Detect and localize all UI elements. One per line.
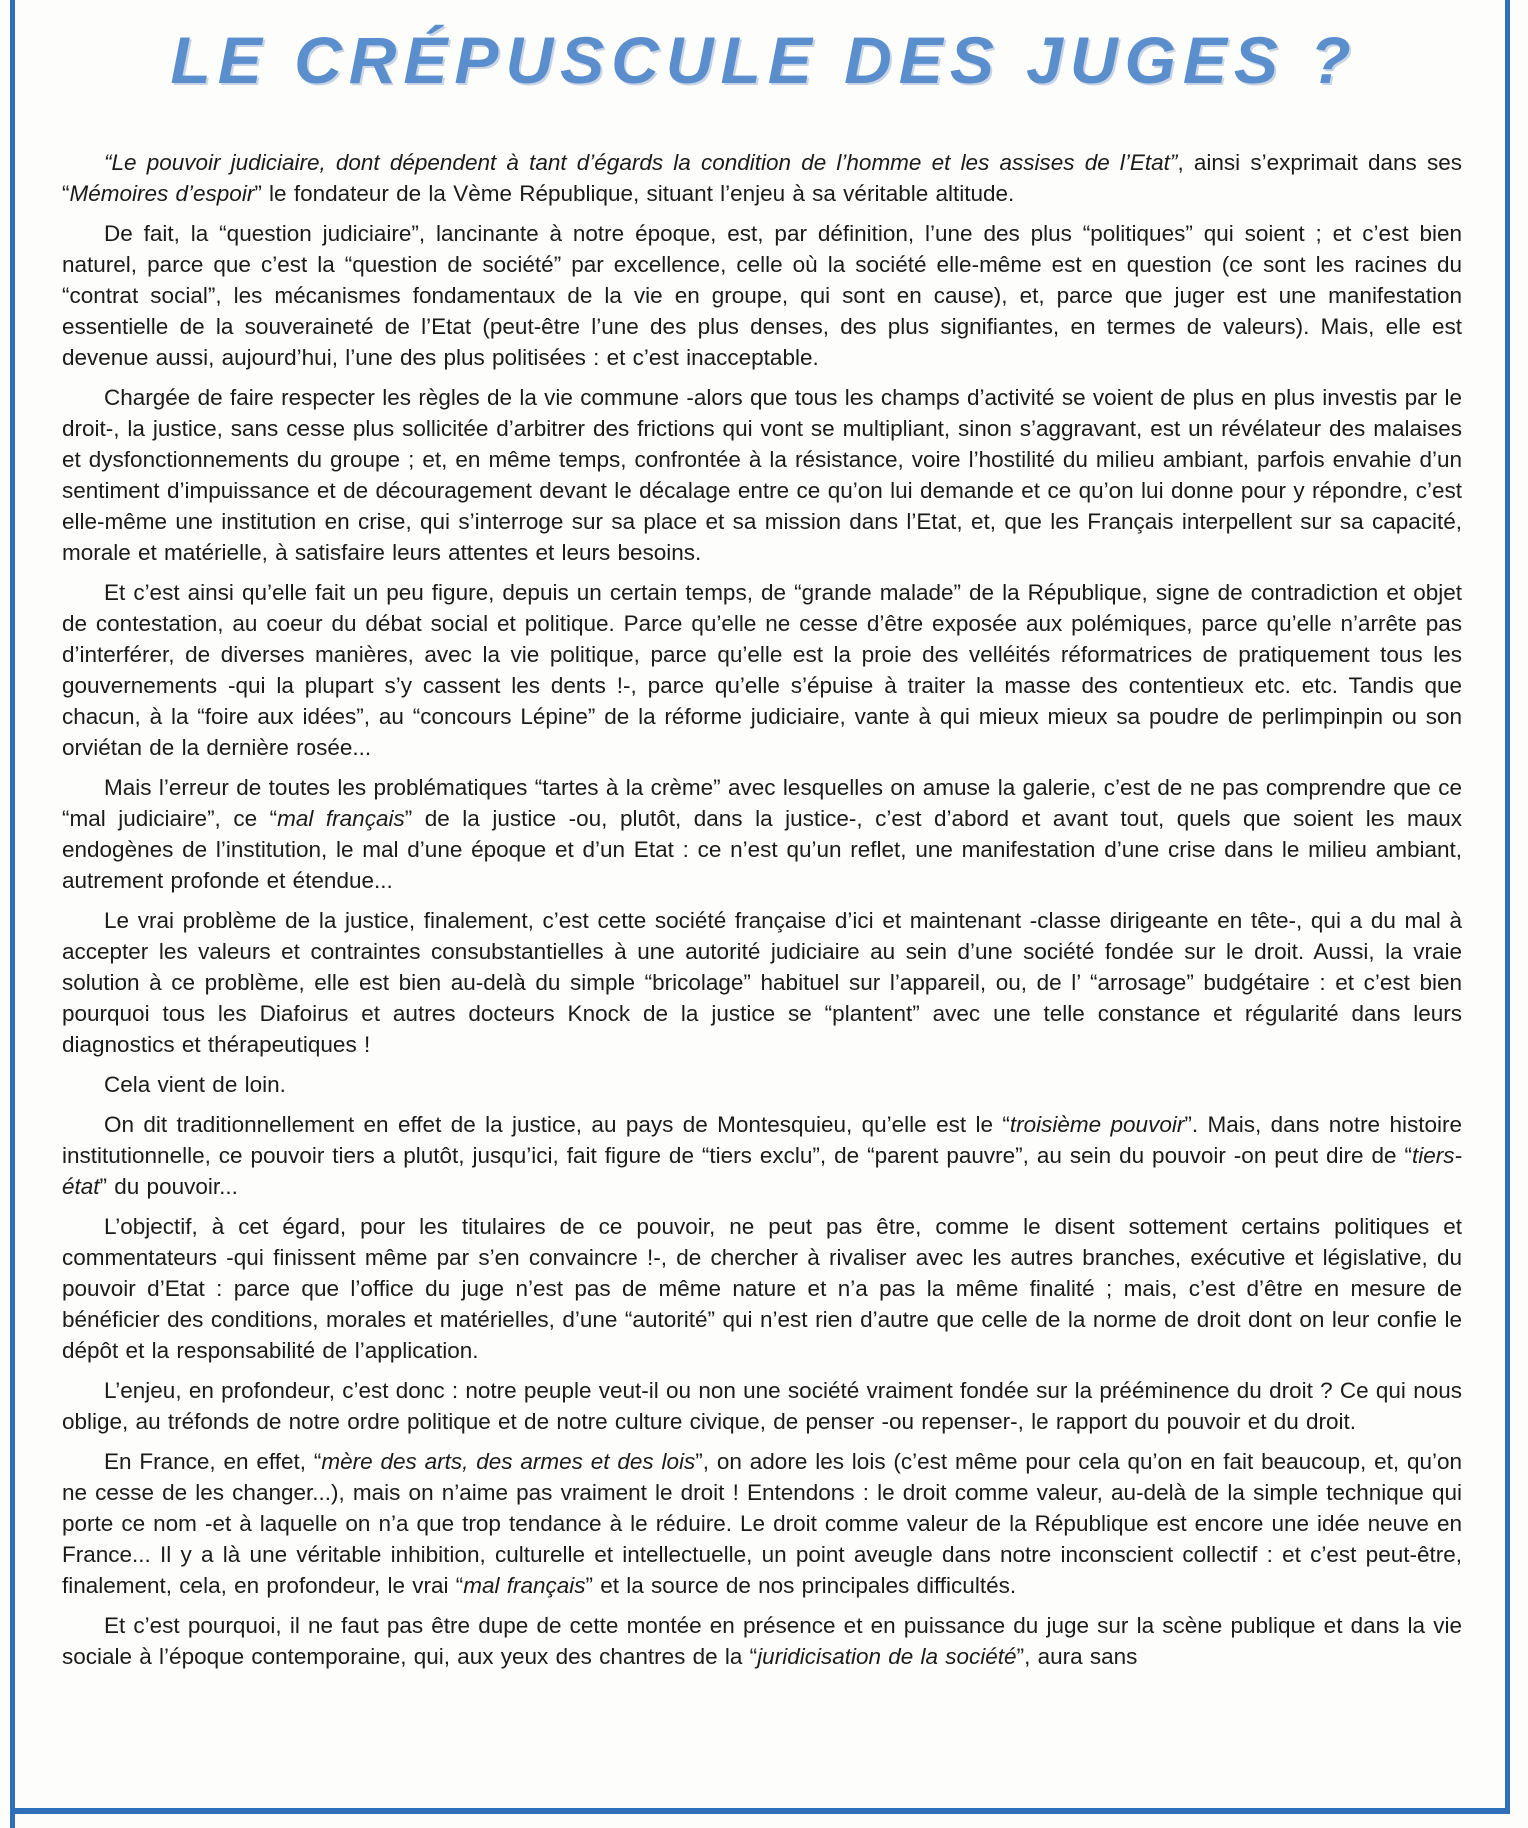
paragraph <box>62 382 1462 568</box>
page-border-bottom <box>10 1808 1510 1814</box>
italic-text-run: tiers-état <box>62 1143 1462 1200</box>
text-run: Et c’est ainsi qu’elle fait un peu figure, depuis un certain temps, de “grande malade” de la République, signe de contradiction et objet de contestation, au coeur du débat social et politique. Parce qu’elle ne cesse d’être exposée aux polémiques, parce qu’elle n’arrête pas d’interférer, de diverses manières, avec la vie politique, parce qu’elle est la proie des velléités réformatrices de pratiquement tous les gouvernements -qui la plupart s’y cassent les dents !-, parce qu’elle s’épuise à traiter la masse des contentieux etc. etc. Tandis que chacun, à la “foire aux idées”, au “concours Lépine” de la réforme judiciaire, vante à qui mieux mieux sa poudre de perlimpinpin ou son orviétan de la dernière rosée... <box>62 580 1462 761</box>
paragraph <box>62 1109 1462 1202</box>
text-run: ” et la source de nos principales difficultés. <box>585 1573 1017 1599</box>
paragraph <box>62 1446 1462 1601</box>
page-border-left <box>10 0 15 1828</box>
text-run: ” le fondateur de la Vème République, situant l’enjeu à sa véritable altitude. <box>254 181 1015 207</box>
paragraph <box>62 1375 1462 1437</box>
text-run: De fait, la “question judiciaire”, lancinante à notre époque, est, par définition, l’une des plus “politiques” qui soient ; et c’est bien naturel, parce que c’est la “question de société” par excellence, celle où la société elle-même est en question (ce sont les racines du “contrat social”, les mécanismes fondamentaux de la vie en groupe, qui sont en cause), et, parce que juger est une manifestation essentielle de la souveraineté de l’Etat (peut-être l’une des plus denses, des plus signifiantes, en termes de valeurs). Mais, elle est devenue aussi, aujourd’hui, l’une des plus politisées : et c’est inacceptable. <box>62 221 1462 371</box>
italic-text-run: troisième pouvoir <box>1009 1112 1185 1138</box>
text-run: , ainsi s’exprimait dans ses “ <box>62 150 1463 207</box>
text-run: L’enjeu, en profondeur, c’est donc : notre peuple veut-il ou non une société vraiment fondée sur la prééminence du droit ? Ce qui nous oblige, au tréfonds de notre ordre politique et de notre culture civique, de penser -ou repenser-, le rapport du pouvoir et du droit. <box>62 1378 1462 1435</box>
text-run: On dit traditionnellement en effet de la justice, au pays de Montesquieu, qu’elle est le “ <box>104 1112 1010 1138</box>
page-border-right <box>1505 0 1510 1813</box>
text-run: Mais l’erreur de toutes les problématiques “tartes à la crème” avec lesquelles on amuse la galerie, c’est de ne pas comprendre que ce “mal judiciaire”, ce “ <box>62 775 1462 832</box>
paragraph <box>62 1211 1462 1366</box>
text-run: En France, en effet, “ <box>104 1449 322 1475</box>
italic-text-run: mal français <box>277 806 405 832</box>
text-run: ”, aura sans <box>1016 1644 1138 1670</box>
italic-text-run: mal français <box>463 1573 586 1599</box>
text-run: Cela vient de loin. <box>104 1072 286 1098</box>
text-run: Le vrai problème de la justice, finalement, c’est cette société française d’ici et maintenant -classe dirigeante en tête-, qui a du mal à accepter les valeurs et contraintes consubstantielles à une autorité judiciaire au sein d’une société fondée sur le droit. Aussi, la vraie solution à ce problème, elle est bien au-delà du simple “bricolage” habituel sur l’appareil, ou, de l’ “arrosage” budgétaire : et c’est bien pourquoi tous les Diafoirus et autres docteurs Knock de la justice se “plantent” avec une telle constance et régularité dans leurs diagnostics et thérapeutiques ! <box>62 908 1462 1058</box>
text-run: ”, on adore les lois (c’est même pour cela qu’on en fait beaucoup, et, qu’on ne cesse de les changer...), mais on n’aime pas vraiment le droit ! Entendons : le droit comme valeur, au-delà de la simple technique qui porte ce nom -et à laquelle on n’a que trop tendance à le réduire. Le droit comme valeur de la République est encore une idée neuve en France... Il y a là une véritable inhibition, culturelle et intellectuelle, un point aveugle dans notre inconscient collectif : et c’est peut-être, finalement, cela, en profondeur, le vrai “ <box>62 1449 1462 1599</box>
text-run: L’objectif, à cet égard, pour les titulaires de ce pouvoir, ne peut pas être, comme le disent sottement certains politiques et commentateurs -qui finissent même par s’en convaincre !-, de chercher à rivaliser avec les autres branches, exécutive et législative, du pouvoir d’Etat : parce que l’office du juge n’est pas de même nature et n’a pas la même finalité ; mais, c’est d’être en mesure de bénéficier des conditions, morales et matérielles, d’une “autorité” qui n’est rien d’autre que celle de la norme de droit dont on leur confie le dépôt et la responsabilité de l’application. <box>62 1214 1462 1364</box>
paragraph <box>62 218 1462 373</box>
paragraph <box>62 577 1462 763</box>
text-run: ” de la justice -ou, plutôt, dans la justice-, c’est d’abord et avant tout, quels que soient les maux endogènes de l’institution, le mal d’une époque et d’un Etat : ce n’est qu’un reflet, une manifestation d’une crise dans le milieu ambiant, autrement profonde et étendue... <box>62 806 1463 894</box>
text-run: ”. Mais, dans notre histoire institutionnelle, ce pouvoir tiers a plutôt, jusqu’ici, fait figure de “tiers exclu”, de “parent pauvre”, au sein du pouvoir -on peut dire de “ <box>62 1112 1462 1169</box>
paragraph <box>62 1069 1462 1100</box>
italic-text-run: Mémoires d’espoir <box>69 181 255 207</box>
italic-text-run: “Le pouvoir judiciaire, dont dépendent à tant d’égards la condition de l’homme et les assises de l’Etat” <box>104 150 1178 176</box>
page-title: LE CRÉPUSCULE DES JUGES ? <box>170 23 1358 97</box>
paragraph <box>62 147 1462 209</box>
article-body <box>62 147 1462 1672</box>
italic-text-run: mère des arts, des armes et des lois <box>321 1449 696 1475</box>
text-run: ” du pouvoir... <box>99 1174 238 1200</box>
paragraph <box>62 772 1462 896</box>
paragraph <box>62 1610 1462 1672</box>
paragraph <box>62 905 1462 1060</box>
italic-text-run: juridicisation de la société <box>757 1644 1017 1670</box>
text-run: Et c’est pourquoi, il ne faut pas être dupe de cette montée en présence et en puissance du juge sur la scène publique et dans la vie sociale à l’époque contemporaine, qui, aux yeux des chantres de la “ <box>62 1613 1462 1670</box>
text-run: Chargée de faire respecter les règles de la vie commune -alors que tous les champs d’activité se voient de plus en plus investis par le droit-, la justice, sans cesse plus sollicitée d’arbitrer des frictions qui vont se multipliant, sinon s’aggravant, est un révélateur des malaises et dysfonctionnements du groupe ; et, en même temps, confrontée à la résistance, voire l’hostilité du milieu ambiant, parfois envahie d’un sentiment d’impuissance et de découragement devant le décalage entre ce qu’on lui demande et ce qu’on lui donne pour y répondre, c’est elle-même une institution en crise, qui s’interroge sur sa place et sa mission dans l’Etat, et, que les Français interpellent sur sa capacité, morale et matérielle, à satisfaire leurs attentes et leurs besoins. <box>62 385 1462 566</box>
